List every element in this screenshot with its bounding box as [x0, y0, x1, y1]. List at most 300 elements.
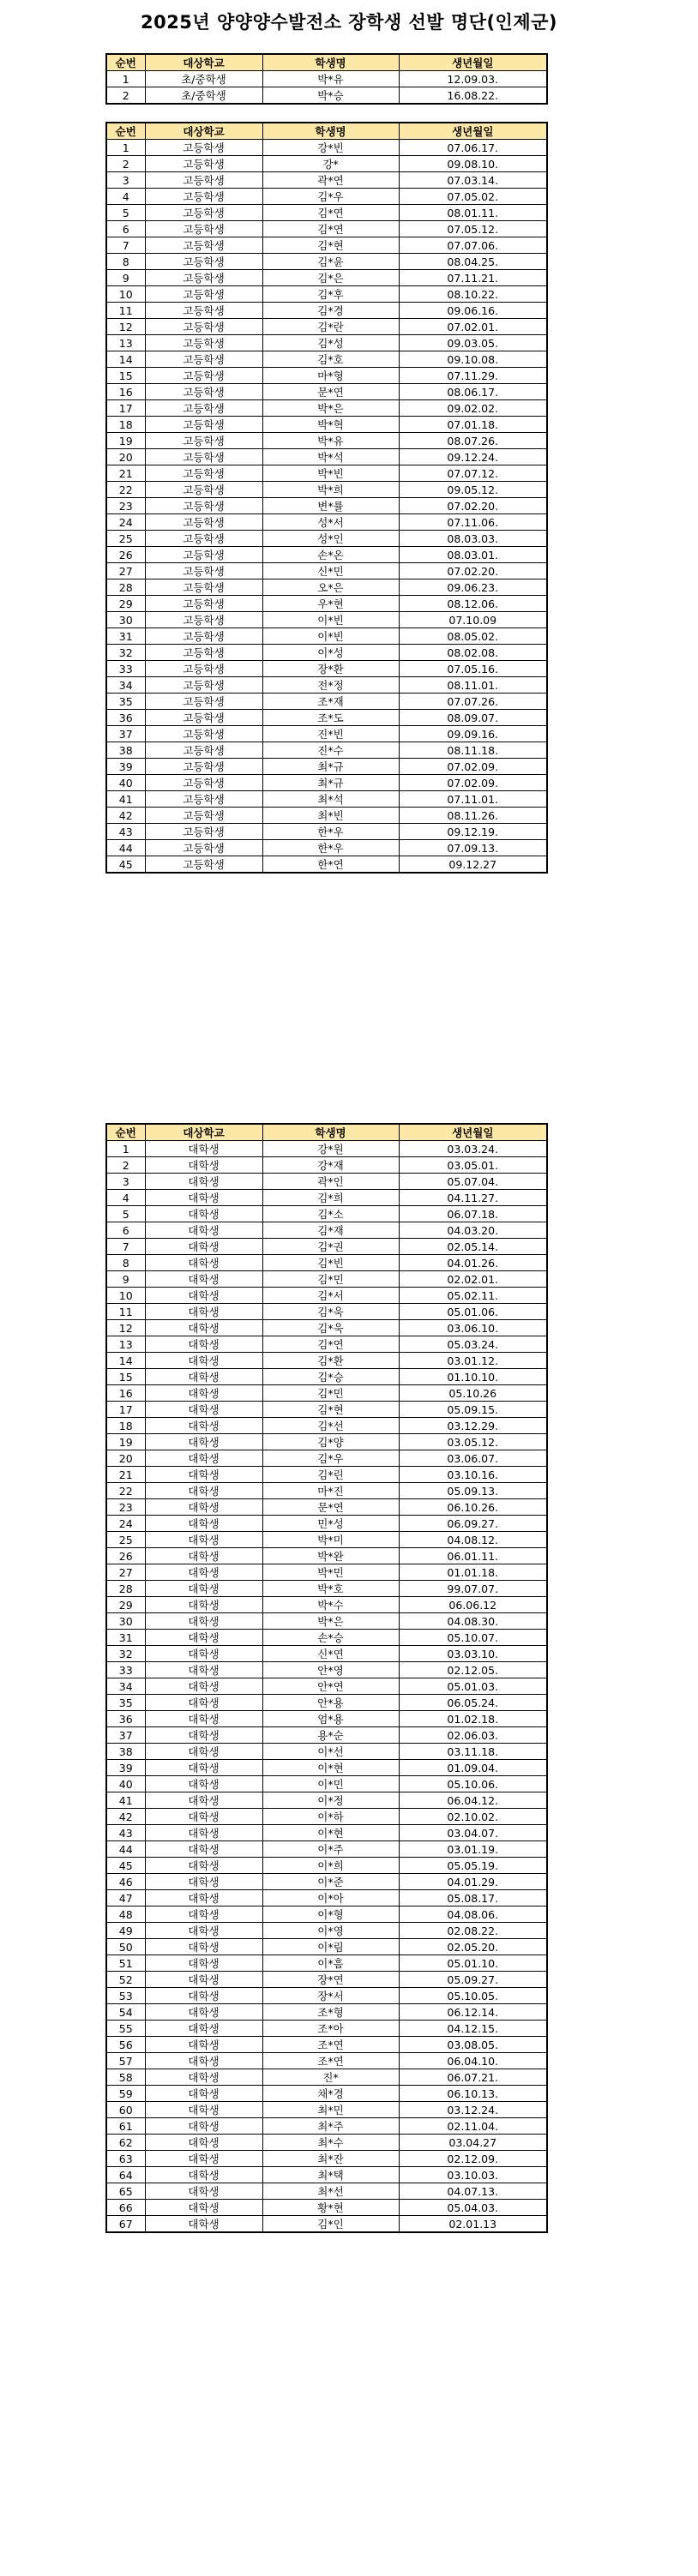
- student-name: 박*은: [262, 1613, 399, 1630]
- school-type: 고등학생: [145, 172, 262, 189]
- birthdate: 02.06.03.: [399, 1727, 547, 1744]
- table-row: [106, 514, 547, 531]
- table-row: [106, 1809, 547, 1825]
- student-name: 최*민: [262, 2102, 399, 2118]
- row-number: 52: [106, 1972, 145, 1988]
- table-row: [106, 1581, 547, 1597]
- birthdate: 09.03.05.: [399, 335, 547, 351]
- school-type: 대학생: [145, 1581, 262, 1597]
- birthdate: 07.11.21.: [399, 270, 547, 286]
- table-row: [106, 2135, 547, 2151]
- student-name: 김*인: [262, 2216, 399, 2233]
- student-name: 김*환: [262, 1353, 399, 1369]
- birthdate: 08.01.11.: [399, 205, 547, 221]
- table-row: [106, 775, 547, 791]
- school-type: 고등학생: [145, 840, 262, 856]
- birthdate: 04.03.20.: [399, 1222, 547, 1239]
- table-row: [106, 2004, 547, 2021]
- birthdate: 03.03.24.: [399, 1141, 547, 1157]
- student-name: 김*욱: [262, 1320, 399, 1336]
- birthdate: 07.09.13.: [399, 840, 547, 856]
- row-number: 66: [106, 2200, 145, 2216]
- table-row: [106, 498, 547, 514]
- school-type: 고등학생: [145, 417, 262, 433]
- page-title: 2025년 양양양수발전소 장학생 선발 명단(인제군): [140, 12, 558, 33]
- school-type: 초/중학생: [145, 71, 262, 87]
- row-number: 23: [106, 498, 145, 514]
- table-row: [106, 2053, 547, 2069]
- table-row: [106, 1711, 547, 1727]
- row-number: 4: [106, 189, 145, 205]
- school-type: 대학생: [145, 1613, 262, 1630]
- birthdate: 06.07.18.: [399, 1206, 547, 1222]
- school-type: 대학생: [145, 1792, 262, 1809]
- table-row: [106, 1548, 547, 1564]
- birthdate: 03.05.01.: [399, 1157, 547, 1174]
- birthdate: 07.02.01.: [399, 319, 547, 335]
- birthdate: 07.02.20.: [399, 498, 547, 514]
- student-name: 김*린: [262, 1467, 399, 1483]
- table-row: [106, 1858, 547, 1874]
- row-number: 27: [106, 1564, 145, 1581]
- school-type: 고등학생: [145, 775, 262, 791]
- school-type: 대학생: [145, 1516, 262, 1532]
- school-type: 대학생: [145, 1939, 262, 1955]
- birthdate: 08.06.17.: [399, 384, 547, 400]
- row-number: 24: [106, 1516, 145, 1532]
- row-number: 28: [106, 579, 145, 596]
- row-number: 62: [106, 2135, 145, 2151]
- table-row: [106, 205, 547, 221]
- table-row: [106, 1385, 547, 1402]
- table-row: [106, 1792, 547, 1809]
- row-number: 42: [106, 808, 145, 824]
- birthdate: 03.01.19.: [399, 1841, 547, 1858]
- school-type: 대학생: [145, 1711, 262, 1727]
- table-row: [106, 1825, 547, 1841]
- row-number: 1: [106, 140, 145, 156]
- table-row: [106, 189, 547, 205]
- header-student-name: 학생명: [262, 1124, 399, 1141]
- table-row: [106, 1564, 547, 1581]
- school-type: 고등학생: [145, 449, 262, 465]
- school-type: 고등학생: [145, 661, 262, 677]
- birthdate: 08.03.01.: [399, 547, 547, 563]
- school-type: 대학생: [145, 1336, 262, 1353]
- student-name: 황*현: [262, 2200, 399, 2216]
- header-number: 순번: [106, 123, 145, 140]
- birthdate: 02.08.22.: [399, 1923, 547, 1939]
- birthdate: 09.08.10.: [399, 156, 547, 172]
- row-number: 4: [106, 1190, 145, 1206]
- row-number: 2: [106, 87, 145, 105]
- student-name: 장*환: [262, 661, 399, 677]
- student-name: 김*서: [262, 1288, 399, 1304]
- school-type: 대학생: [145, 1727, 262, 1744]
- student-name: 한*연: [262, 856, 399, 874]
- student-name: 이*흠: [262, 1955, 399, 1972]
- student-name: 이*성: [262, 645, 399, 661]
- table-row: [106, 856, 547, 874]
- birthdate: 06.05.24.: [399, 1695, 547, 1711]
- school-type: 대학생: [145, 1841, 262, 1858]
- school-type: 대학생: [145, 1662, 262, 1678]
- row-number: 64: [106, 2167, 145, 2183]
- row-number: 24: [106, 514, 145, 531]
- student-name: 이*현: [262, 1825, 399, 1841]
- table-row: [106, 368, 547, 384]
- table-row: [106, 2021, 547, 2037]
- table-row: [106, 1744, 547, 1760]
- student-name: 김*희: [262, 1190, 399, 1206]
- table-row: [106, 1239, 547, 1255]
- row-number: 30: [106, 1613, 145, 1630]
- row-number: 3: [106, 1174, 145, 1190]
- table-row: [106, 1955, 547, 1972]
- student-name: 이*선: [262, 1744, 399, 1760]
- student-name: 김*빈: [262, 1255, 399, 1271]
- row-number: 41: [106, 791, 145, 808]
- school-type: 대학생: [145, 2086, 262, 2102]
- table-row: [106, 433, 547, 449]
- birthdate: 05.10.07.: [399, 1630, 547, 1646]
- birthdate: 07.07.12.: [399, 465, 547, 482]
- row-number: 39: [106, 759, 145, 775]
- table-row: [106, 1271, 547, 1288]
- student-name: 조*재: [262, 694, 399, 710]
- birthdate: 09.12.19.: [399, 824, 547, 840]
- row-number: 38: [106, 1744, 145, 1760]
- student-name: 최*잔: [262, 2151, 399, 2167]
- school-type: 고등학생: [145, 791, 262, 808]
- school-type: 고등학생: [145, 270, 262, 286]
- header-school: 대상학교: [145, 123, 262, 140]
- birthdate: 05.09.13.: [399, 1483, 547, 1499]
- student-name: 최*석: [262, 791, 399, 808]
- row-number: 11: [106, 303, 145, 319]
- birthdate: 07.10.09: [399, 612, 547, 628]
- table-row: [106, 2086, 547, 2102]
- school-type: 대학생: [145, 1890, 262, 1906]
- birthdate: 05.05.19.: [399, 1858, 547, 1874]
- row-number: 11: [106, 1304, 145, 1320]
- school-type: 대학생: [145, 1174, 262, 1190]
- student-name: 이*준: [262, 1874, 399, 1890]
- student-name: 최*수: [262, 2135, 399, 2151]
- school-type: 대학생: [145, 1923, 262, 1939]
- table-row: [106, 579, 547, 596]
- table-row: [106, 2037, 547, 2053]
- school-type: 대학생: [145, 1320, 262, 1336]
- table-row: [106, 465, 547, 482]
- school-type: 고등학생: [145, 335, 262, 351]
- row-number: 14: [106, 1353, 145, 1369]
- student-name: 조*형: [262, 2004, 399, 2021]
- row-number: 25: [106, 531, 145, 547]
- header-row: [106, 123, 547, 140]
- student-name: 이*정: [262, 1792, 399, 1809]
- student-name: 최*규: [262, 775, 399, 791]
- school-type: 대학생: [145, 1564, 262, 1581]
- school-type: 대학생: [145, 1483, 262, 1499]
- birthdate: 02.12.09.: [399, 2151, 547, 2167]
- birthdate: 02.01.13: [399, 2216, 547, 2233]
- row-number: 60: [106, 2102, 145, 2118]
- student-name: 김*민: [262, 1271, 399, 1288]
- header-student-name: 학생명: [262, 54, 399, 71]
- row-number: 20: [106, 1450, 145, 1467]
- school-type: 고등학생: [145, 514, 262, 531]
- birthdate: 06.09.27.: [399, 1516, 547, 1532]
- birthdate: 03.08.05.: [399, 2037, 547, 2053]
- school-type: 대학생: [145, 1271, 262, 1288]
- row-number: 49: [106, 1923, 145, 1939]
- header-birthdate: 생년월일: [399, 123, 547, 140]
- table-row: [106, 1255, 547, 1271]
- table-row: [106, 2167, 547, 2183]
- student-name: 이*하: [262, 1809, 399, 1825]
- row-number: 43: [106, 1825, 145, 1841]
- row-number: 44: [106, 840, 145, 856]
- birthdate: 07.11.06.: [399, 514, 547, 531]
- table-row: [106, 1776, 547, 1792]
- student-name: 김*양: [262, 1434, 399, 1450]
- birthdate: 08.12.06.: [399, 596, 547, 612]
- table-row: [106, 384, 547, 400]
- row-number: 16: [106, 384, 145, 400]
- table-row: [106, 303, 547, 319]
- student-name: 김*후: [262, 286, 399, 303]
- school-type: 고등학생: [145, 368, 262, 384]
- table-row: [106, 417, 547, 433]
- row-number: 61: [106, 2118, 145, 2135]
- birthdate: 05.03.24.: [399, 1336, 547, 1353]
- table-row: [106, 628, 547, 645]
- birthdate: 06.12.14.: [399, 2004, 547, 2021]
- school-type: 고등학생: [145, 579, 262, 596]
- birthdate: 05.10.26: [399, 1385, 547, 1402]
- student-name: 김*호: [262, 351, 399, 368]
- row-number: 8: [106, 254, 145, 270]
- row-number: 45: [106, 1858, 145, 1874]
- school-type: 고등학생: [145, 628, 262, 645]
- student-name: 손*온: [262, 547, 399, 563]
- table-row: [106, 694, 547, 710]
- row-number: 57: [106, 2053, 145, 2069]
- birthdate: 02.05.14.: [399, 1239, 547, 1255]
- table-row: [106, 221, 547, 237]
- header-row: [106, 54, 547, 71]
- student-name: 이*형: [262, 1906, 399, 1923]
- student-name: 문*연: [262, 384, 399, 400]
- student-name: 전*정: [262, 677, 399, 694]
- school-type: 고등학생: [145, 498, 262, 514]
- middle-school-table: [105, 53, 548, 105]
- birthdate: 08.04.25.: [399, 254, 547, 270]
- birthdate: 02.12.05.: [399, 1662, 547, 1678]
- birthdate: 03.10.03.: [399, 2167, 547, 2183]
- birthdate: 07.11.29.: [399, 368, 547, 384]
- row-number: 30: [106, 612, 145, 628]
- birthdate: 08.02.08.: [399, 645, 547, 661]
- table-row: [106, 1450, 547, 1467]
- row-number: 26: [106, 547, 145, 563]
- student-name: 민*성: [262, 1516, 399, 1532]
- row-number: 10: [106, 286, 145, 303]
- school-type: 대학생: [145, 1988, 262, 2004]
- school-type: 대학생: [145, 1157, 262, 1174]
- row-number: 36: [106, 710, 145, 726]
- row-number: 6: [106, 1222, 145, 1239]
- school-type: 고등학생: [145, 221, 262, 237]
- row-number: 1: [106, 1141, 145, 1157]
- birthdate: 07.05.16.: [399, 661, 547, 677]
- birthdate: 04.01.29.: [399, 1874, 547, 1890]
- table-row: [106, 1923, 547, 1939]
- school-type: 대학생: [145, 2053, 262, 2069]
- birthdate: 03.03.10.: [399, 1646, 547, 1662]
- school-type: 대학생: [145, 1955, 262, 1972]
- row-number: 18: [106, 1418, 145, 1434]
- table-row: [106, 1141, 547, 1157]
- student-name: 김*현: [262, 237, 399, 254]
- school-type: 대학생: [145, 1776, 262, 1792]
- table-row: [106, 335, 547, 351]
- row-number: 31: [106, 628, 145, 645]
- university-table: [105, 1123, 548, 2233]
- birthdate: 01.02.18.: [399, 1711, 547, 1727]
- school-type: 고등학생: [145, 237, 262, 254]
- school-type: 고등학생: [145, 563, 262, 579]
- school-type: 대학생: [145, 2135, 262, 2151]
- school-type: 대학생: [145, 2183, 262, 2200]
- table-row: [106, 1662, 547, 1678]
- birthdate: 01.10.10.: [399, 1369, 547, 1385]
- table-row: [106, 1483, 547, 1499]
- row-number: 35: [106, 694, 145, 710]
- student-name: 용*순: [262, 1727, 399, 1744]
- birthdate: 09.06.16.: [399, 303, 547, 319]
- school-type: 대학생: [145, 2004, 262, 2021]
- birthdate: 07.11.01.: [399, 791, 547, 808]
- student-name: 성*인: [262, 531, 399, 547]
- row-number: 7: [106, 237, 145, 254]
- table-row: [106, 1190, 547, 1206]
- table-row: [106, 1890, 547, 1906]
- table-row: [106, 2102, 547, 2118]
- birthdate: 03.01.12.: [399, 1353, 547, 1369]
- birthdate: 09.09.16.: [399, 726, 547, 742]
- school-type: 대학생: [145, 1744, 262, 1760]
- school-type: 고등학생: [145, 759, 262, 775]
- row-number: 41: [106, 1792, 145, 1809]
- table-row: [106, 840, 547, 856]
- row-number: 26: [106, 1548, 145, 1564]
- table-row: [106, 563, 547, 579]
- school-type: 대학생: [145, 1906, 262, 1923]
- birthdate: 05.09.27.: [399, 1972, 547, 1988]
- birthdate: 16.08.22.: [399, 87, 547, 105]
- birthdate: 02.10.02.: [399, 1809, 547, 1825]
- birthdate: 08.11.26.: [399, 808, 547, 824]
- school-type: 대학생: [145, 2151, 262, 2167]
- table-row: [106, 1369, 547, 1385]
- birthdate: 03.06.10.: [399, 1320, 547, 1336]
- student-name: 우*현: [262, 596, 399, 612]
- birthdate: 02.02.01.: [399, 1271, 547, 1288]
- student-name: 조*연: [262, 2037, 399, 2053]
- school-type: 고등학생: [145, 742, 262, 759]
- student-name: 김*재: [262, 1222, 399, 1239]
- student-name: 김*연: [262, 221, 399, 237]
- row-number: 40: [106, 775, 145, 791]
- row-number: 35: [106, 1695, 145, 1711]
- birthdate: 07.02.09.: [399, 759, 547, 775]
- table-row: [106, 1336, 547, 1353]
- row-number: 27: [106, 563, 145, 579]
- student-name: 박*유: [262, 71, 399, 87]
- table-row: [106, 2200, 547, 2216]
- school-type: 대학생: [145, 1678, 262, 1695]
- school-type: 대학생: [145, 2102, 262, 2118]
- row-number: 53: [106, 1988, 145, 2004]
- birthdate: 05.08.17.: [399, 1890, 547, 1906]
- student-name: 박*수: [262, 1597, 399, 1613]
- table-row: [106, 1402, 547, 1418]
- table-row: [106, 2069, 547, 2086]
- birthdate: 08.05.02.: [399, 628, 547, 645]
- row-number: 67: [106, 2216, 145, 2233]
- student-name: 엄*용: [262, 1711, 399, 1727]
- birthdate: 04.07.13.: [399, 2183, 547, 2200]
- student-name: 최*택: [262, 2167, 399, 2183]
- birthdate: 06.06.12: [399, 1597, 547, 1613]
- birthdate: 01.09.04.: [399, 1760, 547, 1776]
- row-number: 8: [106, 1255, 145, 1271]
- student-name: 박*은: [262, 400, 399, 417]
- school-type: 고등학생: [145, 140, 262, 156]
- table-row: [106, 1499, 547, 1516]
- birthdate: 07.05.02.: [399, 189, 547, 205]
- table-row: [106, 1288, 547, 1304]
- table-row: [106, 1174, 547, 1190]
- row-number: 2: [106, 156, 145, 172]
- student-name: 박*희: [262, 482, 399, 498]
- school-type: 초/중학생: [145, 87, 262, 105]
- table-row: [106, 726, 547, 742]
- student-name: 조*연: [262, 2053, 399, 2069]
- row-number: 43: [106, 824, 145, 840]
- table-row: [106, 1646, 547, 1662]
- student-name: 마*진: [262, 1483, 399, 1499]
- table-row: [106, 1695, 547, 1711]
- student-name: 한*우: [262, 824, 399, 840]
- school-type: 고등학생: [145, 547, 262, 563]
- table-row: [106, 2216, 547, 2233]
- school-type: 대학생: [145, 2216, 262, 2233]
- birthdate: 09.05.12.: [399, 482, 547, 498]
- table-row: [106, 237, 547, 254]
- student-name: 김*현: [262, 1402, 399, 1418]
- birthdate: 07.02.20.: [399, 563, 547, 579]
- row-number: 29: [106, 1597, 145, 1613]
- row-number: 7: [106, 1239, 145, 1255]
- birthdate: 07.07.06.: [399, 237, 547, 254]
- student-name: 진*빈: [262, 726, 399, 742]
- row-number: 33: [106, 1662, 145, 1678]
- student-name: 김*우: [262, 1450, 399, 1467]
- school-type: 대학생: [145, 1206, 262, 1222]
